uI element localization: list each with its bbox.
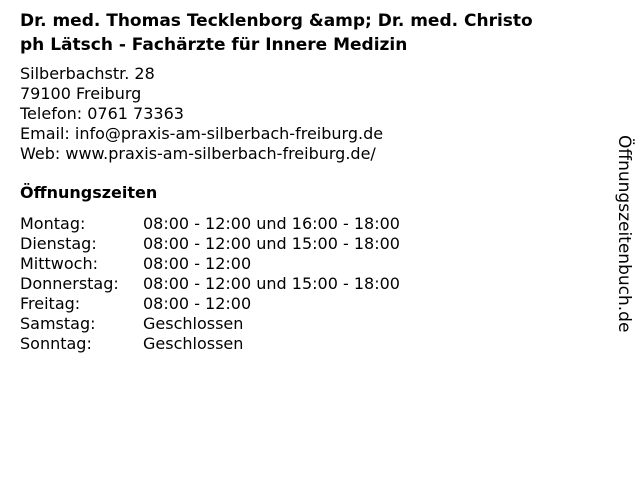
hours-row-monday bbox=[20, 214, 400, 234]
opening-hours-list bbox=[20, 214, 400, 354]
hours-row-tuesday bbox=[20, 234, 400, 254]
hours-row-thursday bbox=[20, 274, 400, 294]
day-label: Samstag: bbox=[20, 314, 96, 333]
time-value: Geschlossen bbox=[143, 314, 244, 333]
address-city: 79100 Freiburg bbox=[20, 84, 142, 103]
day-label: Dienstag: bbox=[20, 234, 97, 253]
day-label: Freitag: bbox=[20, 294, 81, 313]
time-value: 08:00 - 12:00 und 15:00 - 18:00 bbox=[143, 234, 400, 253]
time-value: 08:00 - 12:00 bbox=[143, 254, 252, 273]
phone-text: Telefon: 0761 73363 bbox=[20, 104, 184, 123]
site-watermark: Öffnungszeitenbuch.de bbox=[614, 135, 634, 333]
hours-row-saturday bbox=[20, 314, 400, 334]
hours-row-wednesday bbox=[20, 254, 400, 274]
email-text: Email: info@praxis-am-silberbach-freiburg.de bbox=[20, 124, 384, 143]
contact-block bbox=[20, 64, 383, 164]
opening-hours-heading: Öffnungszeiten bbox=[20, 183, 158, 202]
time-value: 08:00 - 12:00 und 15:00 - 18:00 bbox=[143, 274, 400, 293]
page-title bbox=[20, 9, 620, 57]
day-label: Sonntag: bbox=[20, 334, 92, 353]
day-label: Mittwoch: bbox=[20, 254, 98, 273]
day-label: Montag: bbox=[20, 214, 86, 233]
address-street: Silberbachstr. 28 bbox=[20, 64, 155, 83]
page-title-line-2: ph Lätsch - Fachärzte für Innere Medizin bbox=[20, 35, 408, 55]
time-value: 08:00 - 12:00 und 16:00 - 18:00 bbox=[143, 214, 400, 233]
time-value: 08:00 - 12:00 bbox=[143, 294, 252, 313]
hours-row-sunday bbox=[20, 334, 400, 354]
day-label: Donnerstag: bbox=[20, 274, 119, 293]
page-title-line-1: Dr. med. Thomas Tecklenborg &amp; Dr. med. Christo bbox=[20, 11, 533, 31]
web-text: Web: www.praxis-am-silberbach-freiburg.de/ bbox=[20, 144, 376, 163]
time-value: Geschlossen bbox=[143, 334, 244, 353]
hours-row-friday bbox=[20, 294, 400, 314]
